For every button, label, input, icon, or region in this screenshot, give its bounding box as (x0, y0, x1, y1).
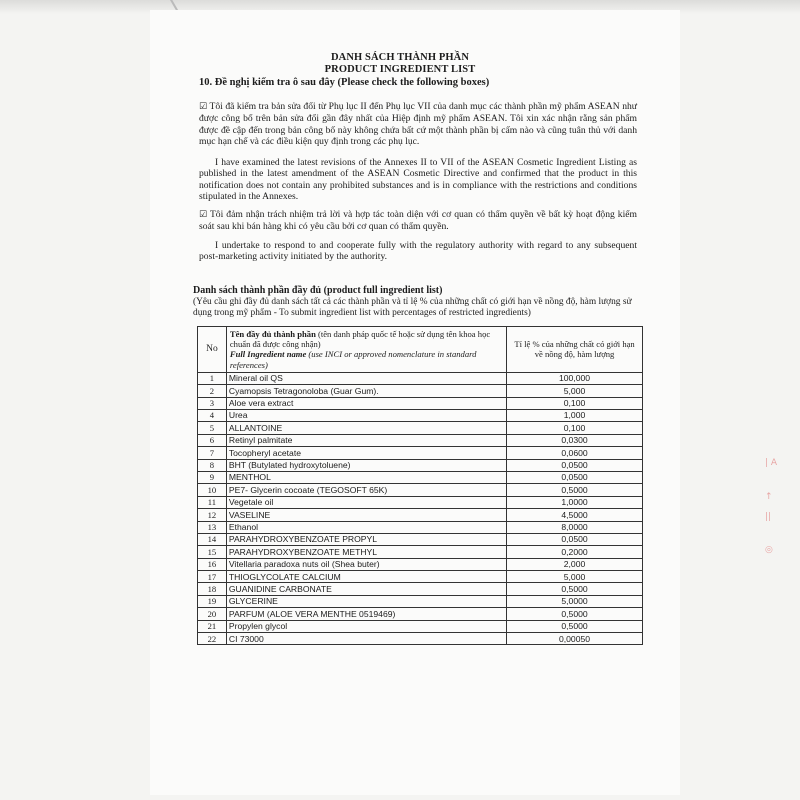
table-row (198, 633, 643, 645)
ingredient-percentage: 0,5000 (507, 583, 643, 595)
ingredient-list-subtitle: (Yêu cầu ghi đầy đủ danh sách tất cả các thành phần và tỉ lệ % của những chất có giới hạn về nồng độ, hàm lượng sử dụng trong mỹ phẩm - To submit ingredient list with percentages of restricted ingredients) (193, 297, 632, 319)
declaration-vi-1-text: Tôi đã kiểm tra bản sửa đổi từ Phụ lục II đến Phụ lục VII của danh mục các thành phần mỹ phẩm ASEAN như được công bố trên bản sửa đổi gần đây nhất của Hiệp định mỹ phẩm ASEAN. Tôi xin xác nhận rằng sản phẩm được đề cập đến trong bản công bố này không chứa bất cứ một thành phần bị cấm nào và cũng tuân thủ với danh mục hạn chế và các điều kiện quy định trong các phụ lục. (199, 101, 637, 148)
row-number: 3 (198, 397, 227, 409)
red-stamp-mark: ◎ (765, 545, 773, 555)
table-row (198, 509, 643, 521)
column-header-name (226, 327, 506, 373)
column-header-name-en: (use INCI or approved nomenclature in standard references) (229, 349, 477, 370)
row-number: 10 (198, 484, 227, 496)
declaration-en-2-text: I undertake to respond to and cooperate fully with the regulatory authority with regard to any subsequent post-marketing activity initiated by the authority. (199, 240, 637, 263)
table-row (198, 422, 643, 434)
row-number: 2 (198, 385, 227, 397)
ingredient-name: PARAHYDROXYBENZOATE METHYL (226, 546, 506, 558)
ingredient-percentage: 0,100 (507, 422, 643, 434)
row-number: 13 (198, 521, 227, 533)
ingredient-name: GLYCERINE (226, 595, 506, 607)
table-row (198, 434, 643, 446)
ingredient-name: Aloe vera extract (226, 397, 506, 409)
table-row (198, 471, 643, 483)
section-heading: 10. Đề nghị kiểm tra ô sau đây (Please check the following boxes) (199, 77, 490, 88)
ingredient-name: VASELINE (226, 509, 506, 521)
ingredient-list-title: Danh sách thành phần đầy đủ (product full ingredient list) (193, 285, 443, 296)
ingredient-name: PARAHYDROXYBENZOATE PROPYL (226, 533, 506, 545)
table-row (198, 595, 643, 607)
ingredient-percentage: 1,0000 (507, 496, 643, 508)
ingredient-name: BHT (Butylated hydroxytoluene) (226, 459, 506, 471)
table-row (198, 459, 643, 471)
ingredient-percentage: 0,2000 (507, 546, 643, 558)
row-number: 15 (198, 546, 227, 558)
row-number: 17 (198, 571, 227, 583)
table-row (198, 533, 643, 545)
column-header-name-vi-bold: Tên đầy đủ thành phần (229, 329, 316, 339)
column-header-no: No (198, 327, 227, 373)
ingredient-name: THIOGLYCOLATE CALCIUM (226, 571, 506, 583)
ingredient-percentage: 0,0600 (507, 447, 643, 459)
column-header-name-en-bold: Full Ingredient name (229, 349, 307, 360)
ingredient-percentage: 0,0300 (507, 434, 643, 446)
ingredient-percentage: 5,0000 (507, 595, 643, 607)
red-stamp-mark: | A (765, 458, 778, 468)
column-header-name-vi: (tên danh pháp quốc tế hoặc sử dụng tên khoa học chuẩn đã được công nhận) (229, 329, 491, 350)
declaration-vi-2 (199, 209, 637, 233)
ingredient-percentage: 0,0500 (507, 471, 643, 483)
row-number: 11 (198, 496, 227, 508)
ingredient-percentage: 2,000 (507, 558, 643, 570)
table-row (198, 496, 643, 508)
ingredient-name: PARFUM (ALOE VERA MENTHE 0519469) (226, 608, 506, 620)
ingredient-name: PE7- Glycerin cocoate (TEGOSOFT 65K) (226, 484, 506, 496)
document-title-en: PRODUCT INGREDIENT LIST (324, 64, 476, 75)
ingredient-percentage: 0,0500 (507, 533, 643, 545)
ingredient-percentage: 5,000 (507, 571, 643, 583)
ingredient-percentage: 0,00050 (507, 633, 643, 645)
ingredient-percentage: 4,5000 (507, 509, 643, 521)
row-number: 4 (198, 409, 227, 421)
ingredient-name: GUANIDINE CARBONATE (226, 583, 506, 595)
ingredient-name: CI 73000 (226, 633, 506, 645)
row-number: 12 (198, 509, 227, 521)
row-number: 16 (198, 558, 227, 570)
declaration-vi-2-text: Tôi đảm nhận trách nhiệm trả lời và hợp tác toàn diện với cơ quan có thẩm quyền về bất kỳ hoạt động kiểm soát sau khi bán hàng khi có yêu cầu bởi cơ quan có thẩm quyền. (199, 209, 637, 233)
red-stamp-mark: ↑ (765, 492, 773, 502)
table-header-row (198, 327, 643, 373)
ingredient-name: Urea (226, 409, 506, 421)
row-number: 18 (198, 583, 227, 595)
table-row (198, 583, 643, 595)
ingredient-percentage: 0,5000 (507, 620, 643, 632)
table-row (198, 571, 643, 583)
table-row (198, 546, 643, 558)
ingredient-percentage: 0,5000 (507, 484, 643, 496)
document-title-vi: DANH SÁCH THÀNH PHẦN (330, 52, 470, 63)
ingredient-percentage: 1,000 (507, 409, 643, 421)
ingredient-name: MENTHOL (226, 471, 506, 483)
table-row (198, 409, 643, 421)
ingredient-name: Vitellaria paradoxa nuts oil (Shea buter) (226, 558, 506, 570)
table-row (198, 558, 643, 570)
row-number: 20 (198, 608, 227, 620)
ingredient-percentage: 0,100 (507, 397, 643, 409)
checkbox-checked-icon[interactable]: ☑ (199, 102, 208, 112)
declaration-vi-1 (199, 101, 637, 148)
ingredient-name: Mineral oil QS (226, 372, 506, 384)
ingredient-percentage: 8,0000 (507, 521, 643, 533)
ingredient-percentage: 0,0500 (507, 459, 643, 471)
ingredient-percentage: 0,5000 (507, 608, 643, 620)
ingredient-name: Cyamopsis Tetragonoloba (Guar Gum). (226, 385, 506, 397)
ingredient-name: Propylen glycol (226, 620, 506, 632)
row-number: 14 (198, 533, 227, 545)
ingredient-name: Retinyl palmitate (226, 434, 506, 446)
declaration-en-2 (199, 240, 637, 263)
ingredient-name: Vegetale oil (226, 496, 506, 508)
ingredient-name: Tocopheryl acetate (226, 447, 506, 459)
row-number: 8 (198, 459, 227, 471)
row-number: 22 (198, 633, 227, 645)
ingredient-name: ALLANTOINE (226, 422, 506, 434)
red-stamp-mark: || (765, 512, 772, 522)
row-number: 21 (198, 620, 227, 632)
row-number: 1 (198, 372, 227, 384)
ingredient-table (197, 326, 643, 645)
row-number: 6 (198, 434, 227, 446)
ingredient-percentage: 5,000 (507, 385, 643, 397)
declaration-en-1 (199, 157, 637, 203)
row-number: 19 (198, 595, 227, 607)
column-header-percentage: Tỉ lệ % của những chất có giới hạn về nồng độ, hàm lượng (507, 327, 643, 373)
table-row (198, 397, 643, 409)
table-row (198, 484, 643, 496)
table-row (198, 447, 643, 459)
table-row (198, 385, 643, 397)
ingredient-percentage: 100,000 (507, 372, 643, 384)
ingredient-name: Ethanol (226, 521, 506, 533)
checkbox-checked-icon[interactable]: ☑ (199, 210, 208, 220)
row-number: 5 (198, 422, 227, 434)
table-row (198, 608, 643, 620)
row-number: 7 (198, 447, 227, 459)
table-row (198, 620, 643, 632)
declaration-en-1-text: I have examined the latest revisions of the Annexes II to VII of the ASEAN Cosmetic Ingredient Listing as published in the latest amendment of the ASEAN Cosmetic Directive and confirmed that the product in this notification does not contain any prohibited substances and is in compliance with the restrictions and conditions stipulated in the Annexes. (199, 157, 637, 203)
table-row (198, 372, 643, 384)
table-row (198, 521, 643, 533)
row-number: 9 (198, 471, 227, 483)
